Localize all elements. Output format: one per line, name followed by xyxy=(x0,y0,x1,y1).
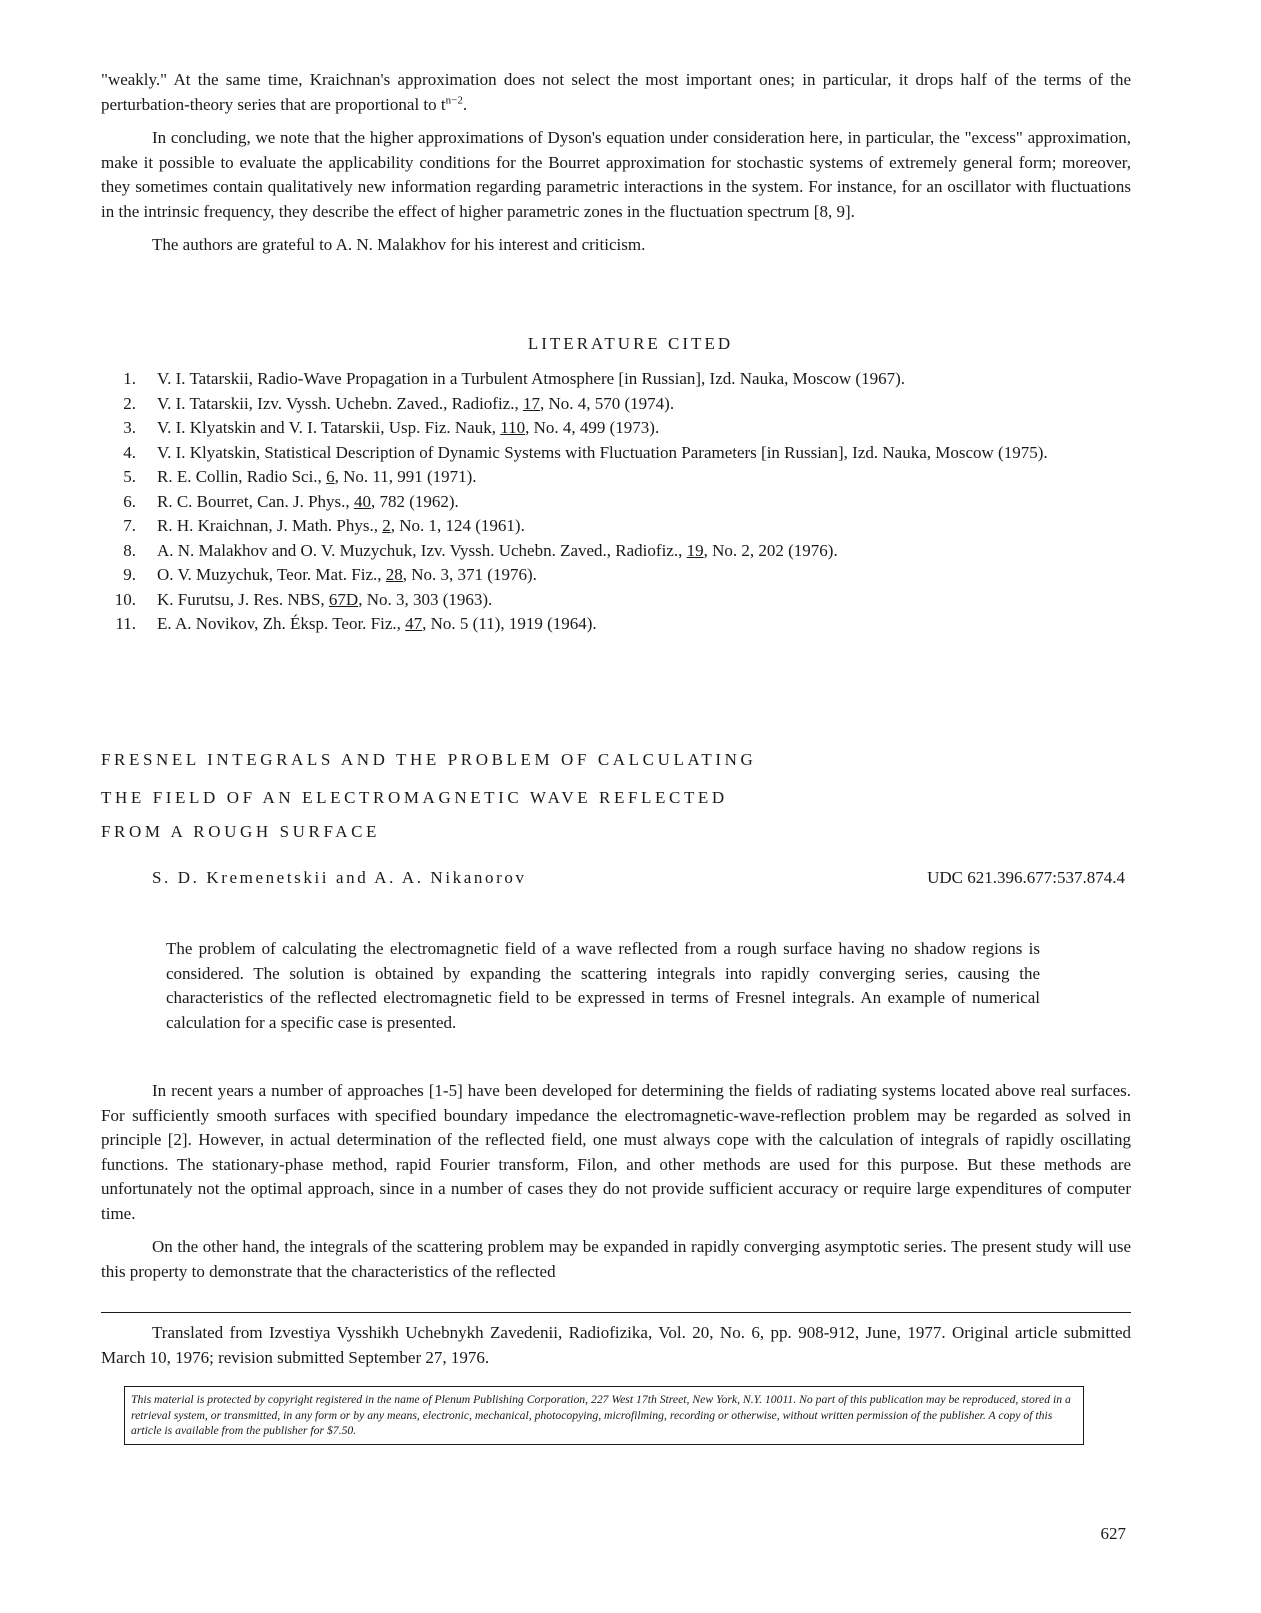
reference-item: 11. E. A. Novikov, Zh. Éksp. Teor. Fiz., 47, No. 5 (11), 1919 (1964). xyxy=(115,614,597,633)
article-body xyxy=(101,1079,1131,1284)
reference-item: 10. K. Furutsu, J. Res. NBS, 67D, No. 3, 303 (1963). xyxy=(114,589,493,609)
paragraph: On the other hand, the integrals of the scattering problem may be expanded in rapidly converging asymptotic series. The present study will use this property to demonstrate that the characteristics of the reflected xyxy=(101,1237,1131,1281)
reference-item: 9. O. V. Muzychuk, Teor. Mat. Fiz., 28, No. 3, 371 (1976). xyxy=(123,565,537,584)
acknowledgment: The authors are grateful to A. N. Malakhov for his interest and criticism. xyxy=(152,235,646,254)
reference-item: 8. A. N. Malakhov and O. V. Muzychuk, Izv. Vyssh. Uchebn. Zaved., Radiofiz., 19, No. 2, 202 (1976). xyxy=(123,540,838,560)
authors: S. D. Kremenetskii and A. A. Nikanorov xyxy=(152,868,527,887)
footnote-divider xyxy=(101,1312,1131,1313)
paragraph: In concluding, we note that the higher approximations of Dyson's equation under consideration here, in particular, the "excess" approximation, make it possible to evaluate the applicability conditions for the Bourret approximation for stochastic systems of extremely general form; moreover, they sometimes contain qualitatively new information regarding parametric interactions in the system. For instance, for an oscillator with fluctuations in the intrinsic frequency, they describe the effect of higher parametric zones in the fluctuation spectrum [8, 9]. xyxy=(101,128,1131,221)
paragraph: In recent years a number of approaches [1-5] have been developed for determining the fields of radiating systems located above real surfaces. For sufficiently smooth surfaces with specified boundary impedance the electromagnetic-wave-reflection problem may be regarded as solved in principle [2]. However, in actual determination of the reflected field, one must always cope with the calculation of integrals of rapidly oscillating functions. The stationary-phase method, rapid Fourier transform, Filon, and other methods are used for this purpose. But these methods are unfortunately not the optimal approach, since in a number of cases they do not provide sufficient accuracy or require large expenditures of computer time. xyxy=(101,1081,1131,1223)
article-title-line: FRESNEL INTEGRALS AND THE PROBLEM OF CALCULATING xyxy=(101,750,757,769)
reference-item: 5. R. E. Collin, Radio Sci., 6, No. 11, 991 (1971). xyxy=(123,467,477,486)
reference-item: 3. V. I. Klyatskin and V. I. Tatarskii, Usp. Fiz. Nauk, 110, No. 4, 499 (1973). xyxy=(123,418,660,437)
article-title-line: THE FIELD OF AN ELECTROMAGNETIC WAVE REFLECTED xyxy=(101,788,728,807)
reference-item: 1. V. I. Tatarskii, Radio-Wave Propagation in a Turbulent Atmosphere [in Russian], Izd. Nauka, Moscow (1967). xyxy=(123,369,906,388)
reference-list xyxy=(107,367,1137,637)
copyright-notice xyxy=(124,1386,1084,1445)
continuation-section xyxy=(101,68,1131,258)
article-title-line: FROM A ROUGH SURFACE xyxy=(101,822,381,841)
paragraph: "weakly." At the same time, Kraichnan's approximation does not select the most important ones; in particular, it drops half of the terms of the perturbation-theory series that are proportional to $t^{n-2}$. xyxy=(101,70,1131,114)
copyright-text: This material is protected by copyright registered in the name of Plenum Publishing Corporation, 227 West 17th Street, New York, N.Y. 10011. No part of this publication may be reproduced, stored in a retrieval system, or transmitted, in any form or by any means, electronic, mechanical, photocopying, microfilming, recording or otherwise, without written permission of the publisher. A copy of this article is available from the publisher for $7.50. xyxy=(131,1393,1071,1437)
literature-heading: LITERATURE CITED xyxy=(527,334,734,353)
reference-item: 7. R. H. Kraichnan, J. Math. Phys., 2, No. 1, 124 (1961). xyxy=(123,516,525,535)
reference-item: 4. V. I. Klyatskin, Statistical Description of Dynamic Systems with Fluctuation Parameters [in Russian], Izd. Nauka, Moscow (1975). xyxy=(123,442,1048,462)
abstract: The problem of calculating the electromagnetic field of a wave reflected from a rough surface having no shadow regions is considered. The solution is obtained by expanding the scattering integrals into rapidly converging series, causing the characteristics of the reflected electromagnetic field to be expressed in terms of Fresnel integrals. An example of numerical calculation for a specific case is presented. xyxy=(166,939,1040,1032)
translation-footnote: Translated from Izvestiya Vysshikh Uchebnykh Zavedenii, Radiofizika, Vol. 20, No. 6, pp. 908-912, June, 1977. Original article submitted March 10, 1976; revision submitted September 27, 1976. xyxy=(101,1323,1131,1367)
reference-item: 6. R. C. Bourret, Can. J. Phys., 40, 782 (1962). xyxy=(123,491,459,511)
page-number: 627 xyxy=(1100,1524,1126,1543)
reference-item: 2. V. I. Tatarskii, Izv. Vyssh. Uchebn. Zaved., Radiofiz., 17, No. 4, 570 (1974). xyxy=(123,393,675,413)
udc-code: UDC 621.396.677:537.874.4 xyxy=(927,868,1125,887)
